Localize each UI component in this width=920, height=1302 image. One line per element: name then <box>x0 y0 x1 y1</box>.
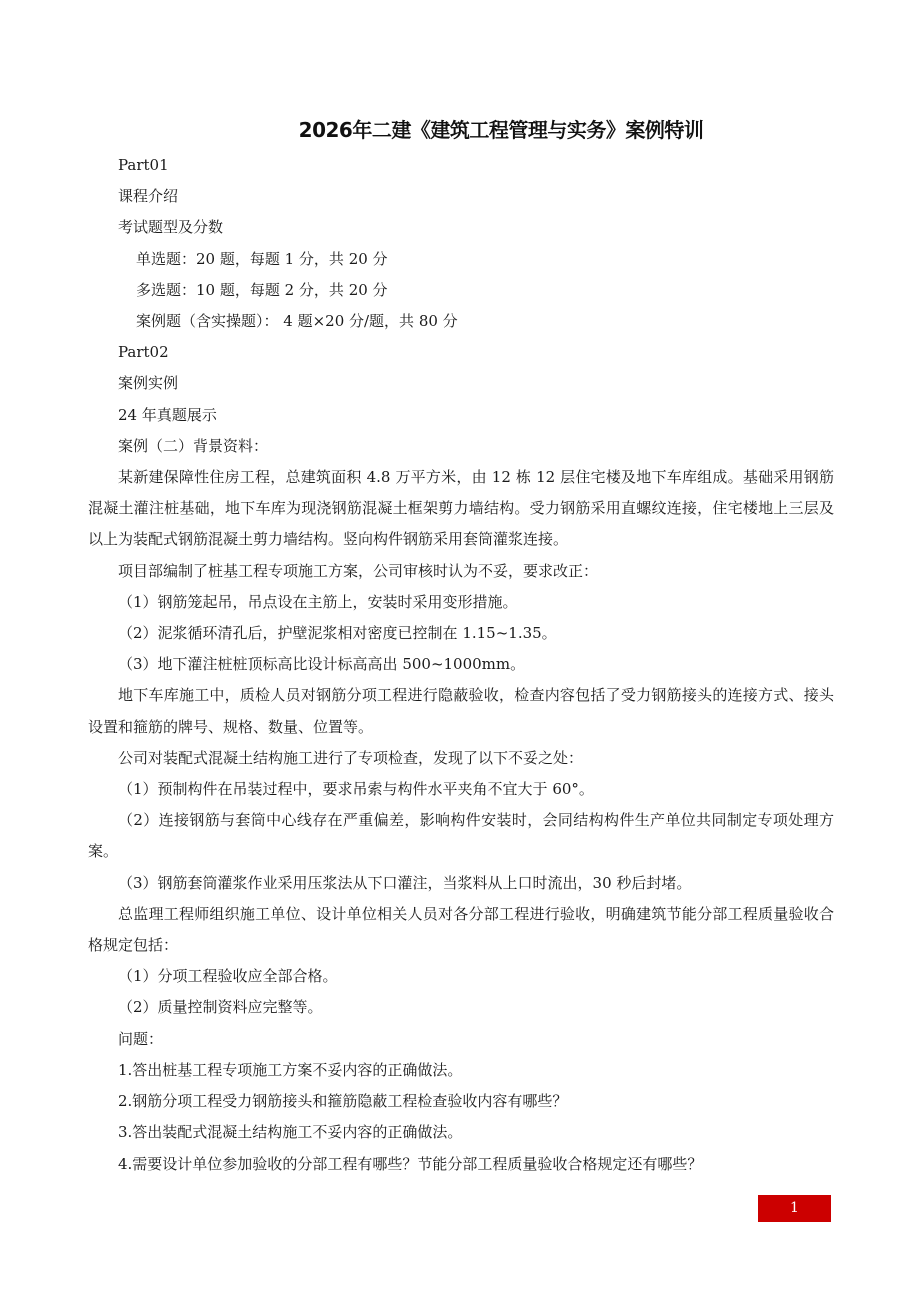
document-title: 2026年二建《建筑工程管理与实务》案例特训 <box>298 118 704 142</box>
prefab-item-3: （3）钢筋套筒灌浆作业采用压浆法从下口灌注，当浆料从上口时流出，30 秒后封堵。 <box>118 873 692 892</box>
garage-inspection-paragraph: 地下车库施工中，质检人员对钢筋分项工程进行隐蔽验收，检查内容包括了受力钢筋接头的连接方式、接头设置和箍筋的牌号、规格、数量、位置等。 <box>88 686 834 736</box>
page-number-badge: 1 <box>758 1195 831 1222</box>
pile-plan-item-3: （3）地下灌注桩桩顶标高比设计标高高出 500~1000mm。 <box>118 655 526 674</box>
pile-plan-intro: 项目部编制了桩基工程专项施工方案，公司审核时认为不妥，要求改正： <box>118 561 599 580</box>
question-3: 3.答出装配式混凝土结构施工不妥内容的正确做法。 <box>118 1123 463 1142</box>
course-intro-heading: 课程介绍 <box>118 187 179 206</box>
case-examples-heading: 案例实例 <box>118 374 179 393</box>
real-exam-heading: 24 年真题展示 <box>118 405 217 424</box>
question-2: 2.钢筋分项工程受力钢筋接头和箍筋隐蔽工程检查验收内容有哪些？ <box>118 1092 568 1111</box>
part01-label: Part01 <box>118 156 169 174</box>
acceptance-item-2: （2）质量控制资料应完整等。 <box>118 998 323 1017</box>
prefab-inspection-intro: 公司对装配式混凝土结构施工进行了专项检查，发现了以下不妥之处： <box>118 748 584 767</box>
prefab-item-1: （1）预制构件在吊装过程中，要求吊索与构件水平夹角不宜大于 60°。 <box>118 780 594 799</box>
question-1: 1.答出桩基工程专项施工方案不妥内容的正确做法。 <box>118 1060 463 1079</box>
part02-label: Part02 <box>118 343 169 362</box>
document-body <box>88 150 834 1180</box>
pile-plan-item-2: （2）泥浆循环清孔后，护壁泥浆相对密度已控制在 1.15~1.35。 <box>118 624 557 643</box>
case-background-heading: 案例（二）背景资料： <box>118 436 269 455</box>
acceptance-intro-paragraph: 总监理工程师组织施工单位、设计单位相关人员对各分部工程进行验收，明确建筑节能分部工程质量验收合格规定包括： <box>88 904 834 955</box>
exam-item-single-choice: 单选题：20 题，每题 1 分，共 20 分 <box>136 249 388 268</box>
question-4: 4.需要设计单位参加验收的分部工程有哪些？节能分部工程质量验收合格规定还有哪些？ <box>118 1154 703 1173</box>
questions-heading: 问题： <box>118 1029 164 1048</box>
exam-item-multiple-choice: 多选题：10 题，每题 2 分，共 20 分 <box>136 280 388 299</box>
background-intro-paragraph: 某新建保障性住房工程，总建筑面积 4.8 万平方米，由 12 栋 12 层住宅楼及地下车库组成。基础采用钢筋混凝土灌注桩基础，地下车库为现浇钢筋混凝土框架剪力墙结构。受力钢筋采用直螺纹连接，住宅楼地上三层及以上为装配式钢筋混凝土剪力墙结构。竖向构件钢筋采用套筒灌浆连接。 <box>88 468 834 549</box>
exam-item-case-questions: 案例题（含实操题）： 4 题×20 分/题，共 80 分 <box>136 312 458 331</box>
acceptance-item-1: （1）分项工程验收应全部合格。 <box>118 967 338 986</box>
pile-plan-item-1: （1）钢筋笼起吊，吊点设在主筋上，安装时采用变形措施。 <box>118 592 518 611</box>
prefab-item-2: （2）连接钢筋与套筒中心线存在严重偏差，影响构件安装时，会同结构构件生产单位共同制定专项处理方案。 <box>88 811 834 861</box>
exam-types-heading: 考试题型及分数 <box>118 218 224 237</box>
